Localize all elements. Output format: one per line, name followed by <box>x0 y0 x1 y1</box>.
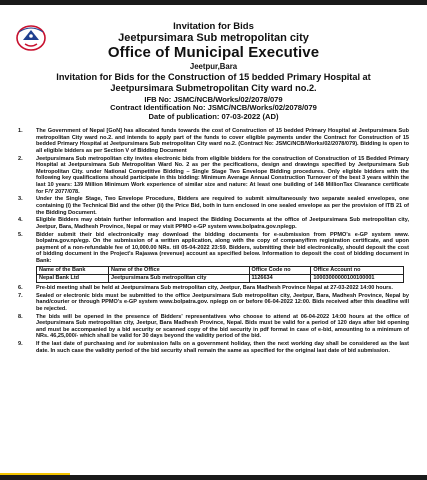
reference-block <box>0 96 427 121</box>
item-text: Sealed or electronic bids must be submitted to the office Jeetpursimara Sub metropolitan city, Jeetpur, Bara, Madhesh Province, Nepal by hand/courier or through PPMO's e-GP system www.bolpatra.gov. np/egp on or before 06-04-2022 12:00. Bids received after this deadline will be rejected. <box>36 292 409 312</box>
city-name: Jeetpursimara Sub metropolitan city <box>118 32 309 44</box>
list-item <box>18 156 409 196</box>
item-number: 1. <box>18 128 23 134</box>
item-text: Under the Single Stage, Two Envelope Procedure, Bidders are required to submit simultaneously two separate sealed envelopes, one containing (i) the Technical Bid and the other (ii) the Price Bid, both in turn enclosed in one sealed envelope as per the provision of ITB 21 of the Bidding Document. <box>36 196 409 216</box>
footer-accent-bar <box>0 473 70 475</box>
item-text: The Government of Nepal [GoN] has allocated funds towards the cost of Construction of 15 bedded Primary Hospital at Jeetpursimara Sub metropolitan City ward no.2. and intends to apply part of the funds to cover eligible payments under the Contract for Construction of 15 bedded Primary Hospital at Jeetpursimara Sub metropolitan City ward no.2. (Contract No: JSMC/NCB/Works/02/2078/079). Bidding is open to all eligible bidders as per Section V of Bidding Document <box>36 128 409 154</box>
item-number: 7. <box>18 292 23 299</box>
table-row <box>37 274 404 282</box>
item-text: The bids will be opened in the presence of Bidders' representatives who choose to attend at 06-04-2022 14:00 hours at the office of Jeetpursimara Sub metropolitan city, Jeetpur, Bara Madhesh Province, Nepal. Bids must be valid for a period of 120 days after bid opening and must be accompanied by a bid security or scanned copy of the bid security in pdf format in case of e-bid, amounting to a minimum of NRs. 46,25,000/- which shall be valid for 30 days beyond the validity period of the bid. <box>36 313 409 340</box>
table-cell: Nepal Bank Ltd <box>37 274 109 282</box>
item-number: 2. <box>18 155 23 162</box>
list-item <box>18 285 409 292</box>
table-header-cell: Name of the Office <box>109 266 250 274</box>
list-item <box>18 314 409 340</box>
item-number: 8. <box>18 313 23 320</box>
table-header-cell: Office Account no <box>311 266 404 274</box>
notice-title: Invitation for Bids for the Construction of 15 bedded Primary Hospital at Jeetpursimara Submetropolitan City ward no.2. <box>56 72 371 93</box>
item-number: 6. <box>18 284 23 291</box>
location: Jeetpur,Bara <box>189 62 238 71</box>
item-number: 4. <box>18 217 23 224</box>
publication-date: Date of publication: 07-03-2022 (AD) <box>148 111 279 121</box>
table-header-cell: Office Code no <box>249 266 311 274</box>
office-name: Office of Municipal Executive <box>107 44 320 61</box>
list-item <box>18 217 409 230</box>
notice-body <box>18 128 409 356</box>
list-item <box>18 128 409 154</box>
table-cell: 1126634 <box>249 274 311 282</box>
list-item <box>18 196 409 216</box>
item-number: 3. <box>18 196 23 203</box>
contract-id: Contract Identification No: JSMC/NCB/Works/02/2078/079 <box>110 103 317 113</box>
item-text: Bidder submit their bid electronically may download the bidding documents for e-submission from PPMO's e-GP system www. bolpatra.gov.np/egp. On the submission of a written application, along with the copy of company/firm registration certificate, and upon payment of a non-refundable fee of 10,000.00 NRs. till 05-04-2022 23:59. Bidders, submitting their bid electronically, should deposit the cost of bidding document in the Project's Rajaswa (revenue) account as specified below. Information to deposit the cost of bidding document in Bank: <box>36 231 409 265</box>
table-cell: 10003000000100100001 <box>311 274 404 282</box>
invitation-heading: Invitation for Bids <box>173 21 254 32</box>
list-item <box>18 293 409 313</box>
table-cell: Jeetpursimara Sub metropolitan city <box>109 274 250 282</box>
item-number: 5. <box>18 231 23 238</box>
bank-table <box>36 266 404 283</box>
item-number: 9. <box>18 341 23 348</box>
item-text: Eligible Bidders may obtain further information and inspect the Bidding Documents at the office of Jeetpursimara Sub metropolitan city, Jeetpur, Bara, Madhesh Province, Nepal or may visit PPMO e-GP system www.bolpatra.gov.np/egp. <box>36 217 409 230</box>
item-text: If the last date of purchasing and /or submission falls on a government holiday, then the next working day shall be considered as the last date. In such case the validity period of the bid security shall remain the same as specified for the original last date of bid submission. <box>36 341 409 354</box>
table-header-row <box>37 266 404 274</box>
table-header-cell: Name of the Bank <box>37 266 109 274</box>
item-text: Pre-bid meeting shall be held at Jeetpursimara Sub metropolitan city, Jeetpur, Bara Madhesh Province Nepal at 27-03-2022 14:00 hours. <box>36 284 393 291</box>
list-item <box>18 232 409 265</box>
ifb-number: IFB No: JSMC/NCB/Works/02/2078/079 <box>144 95 283 104</box>
list-item <box>18 341 409 354</box>
item-text: Jeetpursimara Sub metropolitan city invites electronic bids from eligible bidders for the construction of Construction of 15 Bedded Primary Hospital at Jeetpursimara Sub Metropolitan Ward No. 2 as per the pecifications, design and drawings specified by Jeetpursimara Sub Metropolitan City. under National Competitive Bidding – Single Stage Two Envelope Bidding procedures. Only eligible bidders with the following key qualifications should participate in this bidding: Minimum Average Annual Construction Turnover of the best 3 years within the last 10 years: 139 Million Minimum Work experience of similar size and nature: At least one building of 148 MillionTax Clearance certificate for F/Y 2077/078. <box>36 155 409 195</box>
